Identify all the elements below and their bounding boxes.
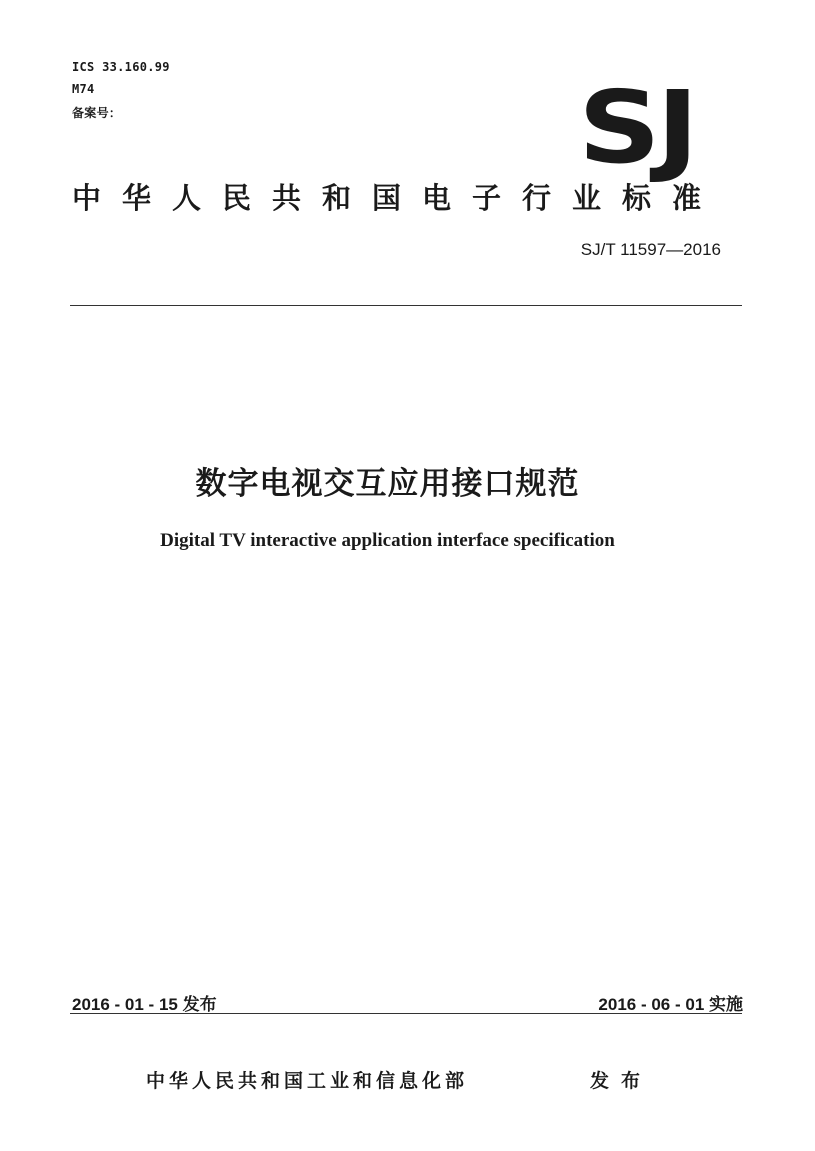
standard-type-title: 中华人民共和国电子行业标准 <box>72 181 723 215</box>
implementation-date: 2016 - 06 - 01 实施 <box>598 995 743 1014</box>
sj-logo: SJ <box>578 69 695 186</box>
document-title-english: Digital TV interactive application interface specification <box>160 530 615 551</box>
issue-date: 2016 - 01 - 15 发布 <box>72 995 217 1014</box>
bottom-divider <box>70 1013 742 1014</box>
document-title-chinese: 数字电视交互应用接口规范 <box>195 466 580 502</box>
top-divider <box>70 305 742 306</box>
issuing-authority: 中华人民共和国工业和信息化部 <box>146 1070 469 1092</box>
classification-code: M74 <box>72 82 95 96</box>
ics-code: ICS 33.160.99 <box>72 60 170 74</box>
record-number-label: 备案号： <box>72 106 122 120</box>
standard-number: SJ/T 11597—2016 <box>580 240 721 259</box>
publish-label: 发布 <box>590 1070 653 1092</box>
